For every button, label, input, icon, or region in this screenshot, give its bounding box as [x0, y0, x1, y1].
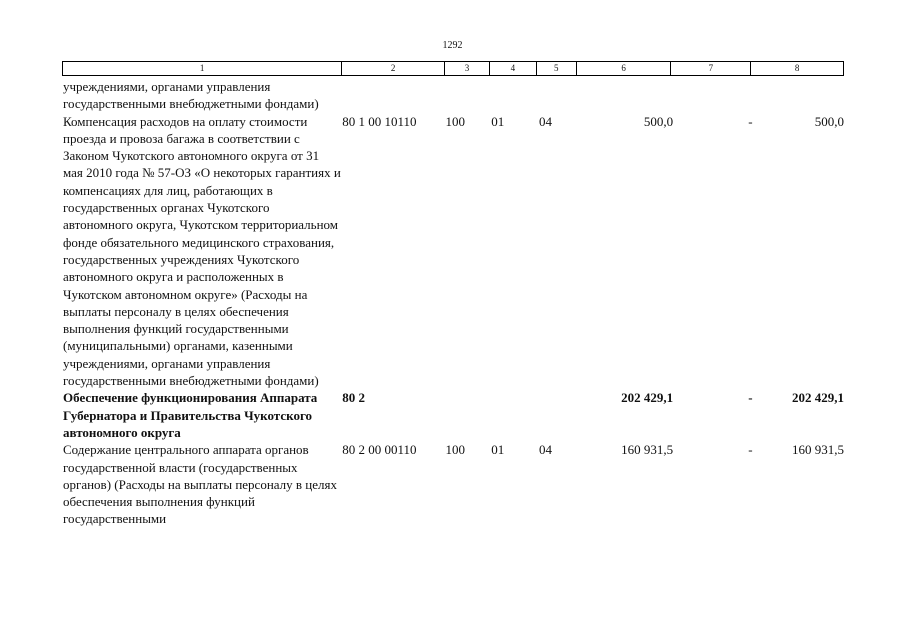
row-sum-col6: 202 429,1 — [621, 390, 674, 406]
row-vr: 100 — [445, 442, 466, 458]
row-description: Компенсация расходов на оплату стоимости проезда и провоза багажа в соответствии с Законом Чукотского автономного округа от 31 мая 2010 года № 57-ОЗ «О некоторых гарантиях и компенсациях для лиц, работающих в государственных органах Чукотского автономного округа, Чукотском территориальном фонде обязательного медицинского страхования, государственных учреждениях Чукотского автономного округа и расположенных в Чукотском автономном округе» (Расходы на выплаты персоналу в целях обеспечения выполнения функций государственными (муниципальными) органами, казенными учреждениями, органами управления государственными внебюджетными фондами) — [63, 113, 341, 389]
row-pr: 04 — [538, 113, 552, 129]
column-header-4: 4 — [490, 62, 537, 75]
row-description: Обеспечение функционирования Аппарата Губернатора и Правительства Чукотского автономного округа — [63, 390, 318, 440]
column-header-7: 7 — [671, 62, 751, 75]
row-pr — [538, 389, 579, 441]
row-sum-col7: - — [748, 442, 753, 458]
table-column-header-row — [62, 61, 844, 76]
row-sum-col8: 202 429,1 — [792, 390, 844, 406]
row-sum-col6 — [579, 78, 673, 113]
row-rz — [490, 389, 538, 441]
column-header-6: 6 — [577, 62, 672, 75]
row-sum-col6: 500,0 — [643, 113, 674, 129]
row-vr — [445, 389, 491, 441]
row-code: 80 2 00 00110 — [342, 442, 417, 458]
row-code — [341, 78, 444, 113]
row-description: Содержание центрального аппарата органов государственной власти (государственных органов) (Расходы на выплаты персоналу в целях обеспечения выполнения функций государственными — [63, 442, 337, 527]
row-sum-col6: 160 931,5 — [621, 442, 674, 458]
row-sum-col8: 160 931,5 — [792, 442, 844, 458]
row-rz: 01 — [491, 442, 505, 458]
table-row — [62, 113, 844, 390]
row-description: учреждениями, органами управления государственными внебюджетными фондами) — [63, 79, 319, 112]
row-sum-col8 — [753, 78, 844, 113]
row-sum-col8: 500,0 — [814, 113, 844, 129]
column-header-5: 5 — [537, 62, 577, 75]
row-vr: 100 — [445, 113, 466, 129]
row-code: 80 1 00 10110 — [342, 113, 417, 129]
row-sum-col7: - — [748, 390, 753, 406]
column-header-2: 2 — [342, 62, 445, 75]
row-rz: 01 — [491, 113, 505, 129]
row-pr — [538, 78, 579, 113]
row-rz — [490, 78, 538, 113]
row-pr: 04 — [538, 442, 552, 458]
row-vr — [445, 78, 491, 113]
row-sum-col7 — [673, 78, 752, 113]
page-number: 1292 — [442, 40, 463, 51]
column-header-3: 3 — [445, 62, 490, 75]
table-row — [62, 441, 844, 527]
row-sum-col7: - — [748, 113, 753, 129]
table-body — [62, 78, 844, 528]
table-row-section-header — [62, 389, 844, 441]
row-code: 80 2 — [342, 390, 365, 406]
column-header-1: 1 — [63, 62, 342, 75]
column-header-8: 8 — [794, 63, 800, 73]
table-row — [62, 78, 844, 113]
